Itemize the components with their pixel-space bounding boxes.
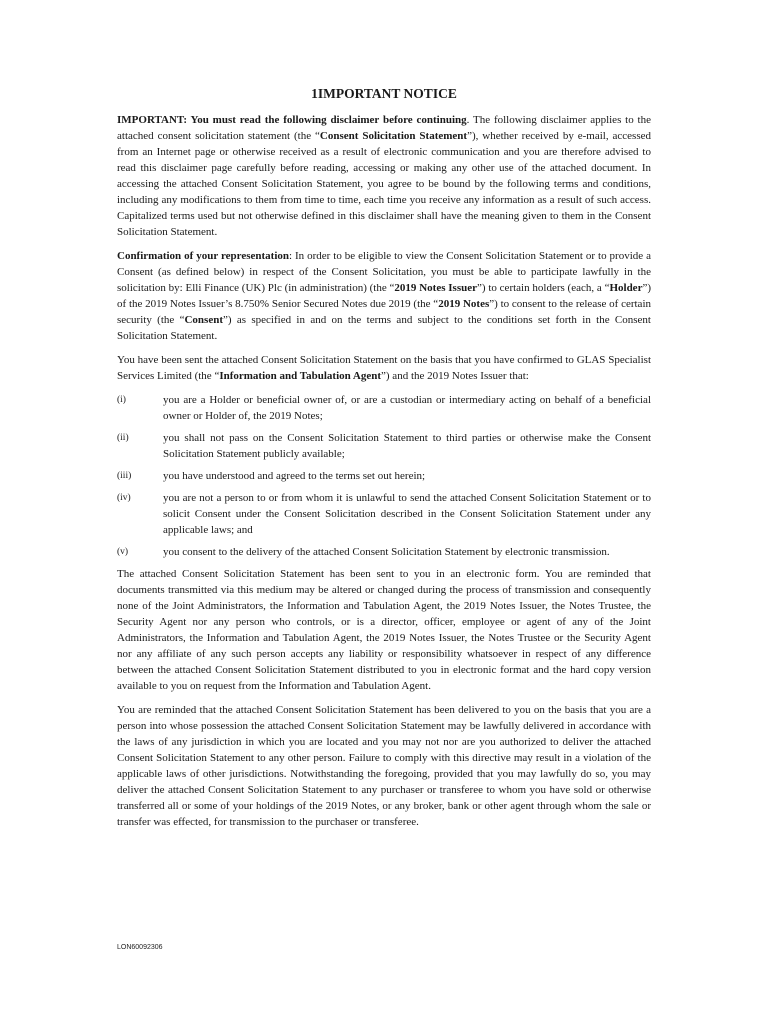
- bold-text: Consent Solicitation Statement: [319, 130, 468, 142]
- list-item: [117, 392, 651, 424]
- representation-list: [117, 392, 651, 560]
- bold-text: 2019 Notes: [438, 298, 490, 310]
- list-item-number: (iii): [117, 471, 132, 481]
- text: You have been sent the attached Consent Solicitation Statement on the basis that you have confirmed to GLAS Specialist Services Limited (the “: [117, 354, 651, 382]
- text: ”) of the 2019 Notes Issuer’s 8.750% Senior Secured Notes due 2019 (the “: [117, 282, 651, 310]
- page-title: 1IMPORTANT NOTICE: [311, 86, 457, 101]
- bold-text: 2019 Notes Issuer: [394, 282, 477, 294]
- list-item: [117, 544, 651, 560]
- paragraph-confirmation: [117, 248, 651, 344]
- text: ”) to certain holders (each, a “: [477, 282, 610, 294]
- document-reference: LON60092306: [117, 944, 163, 951]
- bold-text: IMPORTANT: You must read the following disclaimer before continuing: [117, 114, 467, 126]
- list-item-number: (v): [117, 547, 129, 557]
- paragraph-basis: [117, 352, 651, 384]
- paragraph-delivery: You are reminded that the attached Consent Solicitation Statement has been delivered to you on the basis that you are a person into whose possession the attached Consent Solicitation Statement may be lawfully delivered in accordance with the laws of any jurisdiction in which you are located and you may not nor are you authorized to deliver the attached Consent Solicitation Statement to any other person. Failure to comply with this directive may result in a violation of the applicable laws of other jurisdictions. Notwithstanding the foregoing, provided that you may lawfully do so, you may deliver the attached Consent Solicitation Statement to any purchaser or transferee to whom you have sold or otherwise transferred all or some of your holdings of the 2019 Notes, or any broker, bank or other agent through whom the sale or transfer was effected, for transmission to the purchaser or transferee.: [117, 704, 651, 828]
- text: ”) and the 2019 Notes Issuer that:: [381, 370, 529, 382]
- text: ”) to consent to the release of certain security (the “: [117, 298, 651, 326]
- list-item-number: (iv): [117, 493, 131, 503]
- bold-text: Confirmation of your representation: [117, 250, 290, 262]
- text: ”), whether received by e-mail, accessed from an Internet page or otherwise received as a result of electronic communication and you are therefore advised to read this disclaimer page carefully before reading, accessing or making any other use of the attached document. In accessing the attached Consent Solicitation Statement, you agree to be bound by the following terms and conditions, including any modifications to them from time to time, each time you receive any information as a result of such access. Capitalized terms used but not otherwise defined in this disclaimer shall have the meaning given to them in the Consent Solicitation Statement.: [117, 130, 651, 238]
- list-item-number: (ii): [117, 433, 129, 443]
- paragraph-electronic-form: The attached Consent Solicitation Statement has been sent to you in an electronic form. You are reminded that documents transmitted via this medium may be altered or changed during the process of transmission and consequently none of the Joint Administrators, the Information and Tabulation Agent, the 2019 Notes Issuer, the Notes Trustee, the Security Agent nor any person who controls, or is a director, officer, employee or agent of any of the Joint Administrators, the Information and Tabulation Agent, the 2019 Notes Issuer, the Notes Trustee or the Security Agent nor any affiliate of any such person accepts any liability or responsibility whatsoever in respect of any difference between the attached Consent Solicitation Statement distributed to you in electronic format and the hard copy version available to you on request from the Information and Tabulation Agent.: [117, 568, 651, 692]
- list-item-text: you are not a person to or from whom it is unlawful to send the attached Consent Solicitation Statement or to solicit Consent under the Consent Solicitation described in the Consent Solicitation Statement under any applicable laws; and: [163, 492, 651, 536]
- paragraph-disclaimer: [117, 112, 651, 240]
- document-page: [117, 86, 651, 838]
- list-item: [117, 490, 651, 538]
- bold-text: Consent: [184, 314, 223, 326]
- list-item: [117, 430, 651, 462]
- list-item-text: you consent to the delivery of the attached Consent Solicitation Statement by electronic transmission.: [163, 546, 610, 558]
- text: ”) as specified in and on the terms and subject to the conditions set forth in the Consent Solicitation Statement.: [117, 314, 651, 342]
- list-item-text: you shall not pass on the Consent Solicitation Statement to third parties or otherwise make the Consent Solicitation Statement publicly available;: [163, 432, 651, 460]
- list-item-number: (i): [117, 395, 126, 405]
- list-item-text: you are a Holder or beneficial owner of, or are a custodian or intermediary acting on behalf of a beneficial owner or Holder of, the 2019 Notes;: [163, 394, 651, 422]
- list-item: [117, 468, 651, 484]
- bold-text: Holder: [609, 282, 643, 294]
- bold-text: Information and Tabulation Agent: [219, 370, 382, 382]
- text: : In order to be eligible to view the Consent Solicitation Statement or to provide a Consent (as defined below) in respect of the Consent Solicitation, you must be able to participate lawfully in the solicitation by: Elli Finance (UK) Plc (in administration) (the “: [117, 250, 651, 294]
- text: . The following disclaimer applies to the attached consent solicitation statement (the “: [117, 114, 651, 142]
- list-item-text: you have understood and agreed to the terms set out herein;: [163, 470, 426, 482]
